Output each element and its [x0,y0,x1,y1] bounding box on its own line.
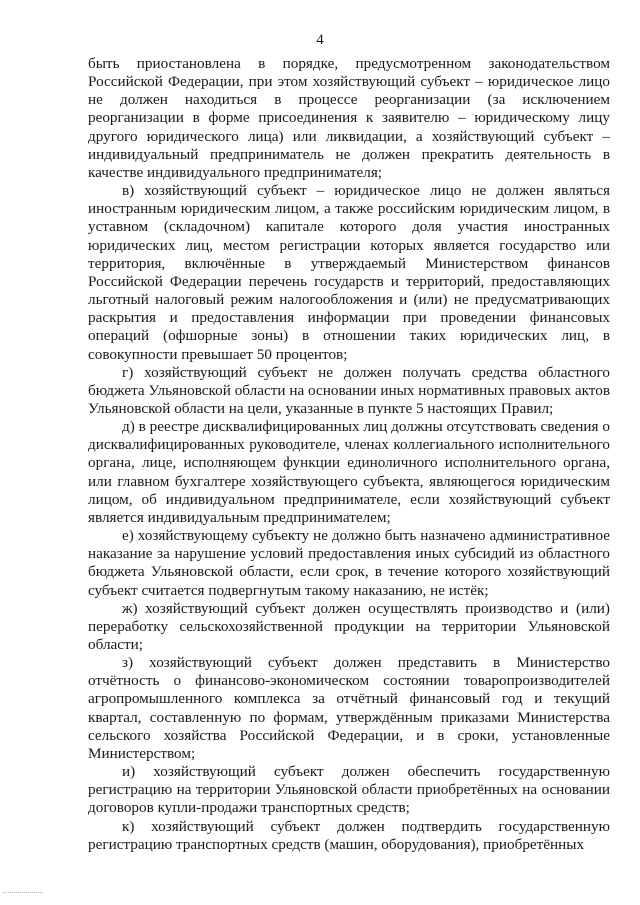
paragraph-item-i: и) хозяйствующий субъект должен обеспечить государственную регистрацию на территории Ульяновской области приобретённых на основании договоров купли-продажи транспортных средств; [88,763,610,817]
paragraph-item-v: в) хозяйствующий субъект – юридическое лицо не должен являться иностранным юридическим лицом, а также российским юридическим лицом, в уставном (складочном) капитале которого доля участия иностранных юридических лиц, местом регистрации которых является государство или территория, включённые в утверждаемый Министерством финансов Российской Федерации перечень государств и территорий, предоставляющих льготный налоговый режим налогообложения и (или) не предусматривающих раскрытия и предоставления информации при проведении финансовых операций (офшорные зоны) в отношении таких юридических лиц, в совокупности превышает 50 процентов; [88,182,610,363]
paragraph-item-k: к) хозяйствующий субъект должен подтвердить государственную регистрацию транспортных средств (машин, оборудования), приобретённых [88,817,610,853]
paragraph-item-z: з) хозяйствующий субъект должен представить в Министерство отчётность о финансово-экономическом состоянии товаропроизводителей агропромышленного комплекса за отчётный финансовый год и текущий квартал, составленную по формам, утверждённым приказами Министерства сельского хозяйства Российской Федерации, и в сроки, установленные Министерством; [88,654,610,762]
page-number: 4 [316,32,324,48]
scan-artifact [3,892,43,903]
paragraph-item-d: д) в реестре дисквалифицированных лиц должны отсутствовать сведения о дисквалифицированных руководителе, членах коллегиального исполнительного органа, лице, исполняющем функции единоличного исполнительного органа, или главном бухгалтере хозяйствующего субъекта, являющегося юридическим лицом, об индивидуальном предпринимателе, если хозяйствующий субъект является индивидуальным предпринимателем; [88,418,610,526]
paragraph-item-zh: ж) хозяйствующий субъект должен осуществлять производство и (или) переработку сельскохозяйственной продукции на территории Ульяновской области; [88,599,610,653]
document-body [88,55,610,854]
paragraph-item-g: г) хозяйствующий субъект не должен получать средства областного бюджета Ульяновской области на основании иных нормативных правовых актов Ульяновской области на цели, указанные в пункте 5 настоящих Правил; [88,363,610,417]
paragraph-continuation: быть приостановлена в порядке, предусмотренном законодательством Российской Федерации, при этом хозяйствующий субъект – юридическое лицо не должен находиться в процессе реорганизации (за исключением реорганизации в форме присоединения к заявителю – юридическому лицу другого юридического лица) или ликвидации, а хозяйствующий субъект – индивидуальный предприниматель не должен прекратить деятельность в качестве индивидуального предпринимателя; [88,55,610,181]
paragraph-item-e: е) хозяйствующему субъекту не должно быть назначено административное наказание за нарушение условий предоставления иных субсидий из областного бюджета Ульяновской области, если срок, в течение которого хозяйствующий субъект считается подвергнутым такому наказанию, не истёк; [88,527,610,599]
